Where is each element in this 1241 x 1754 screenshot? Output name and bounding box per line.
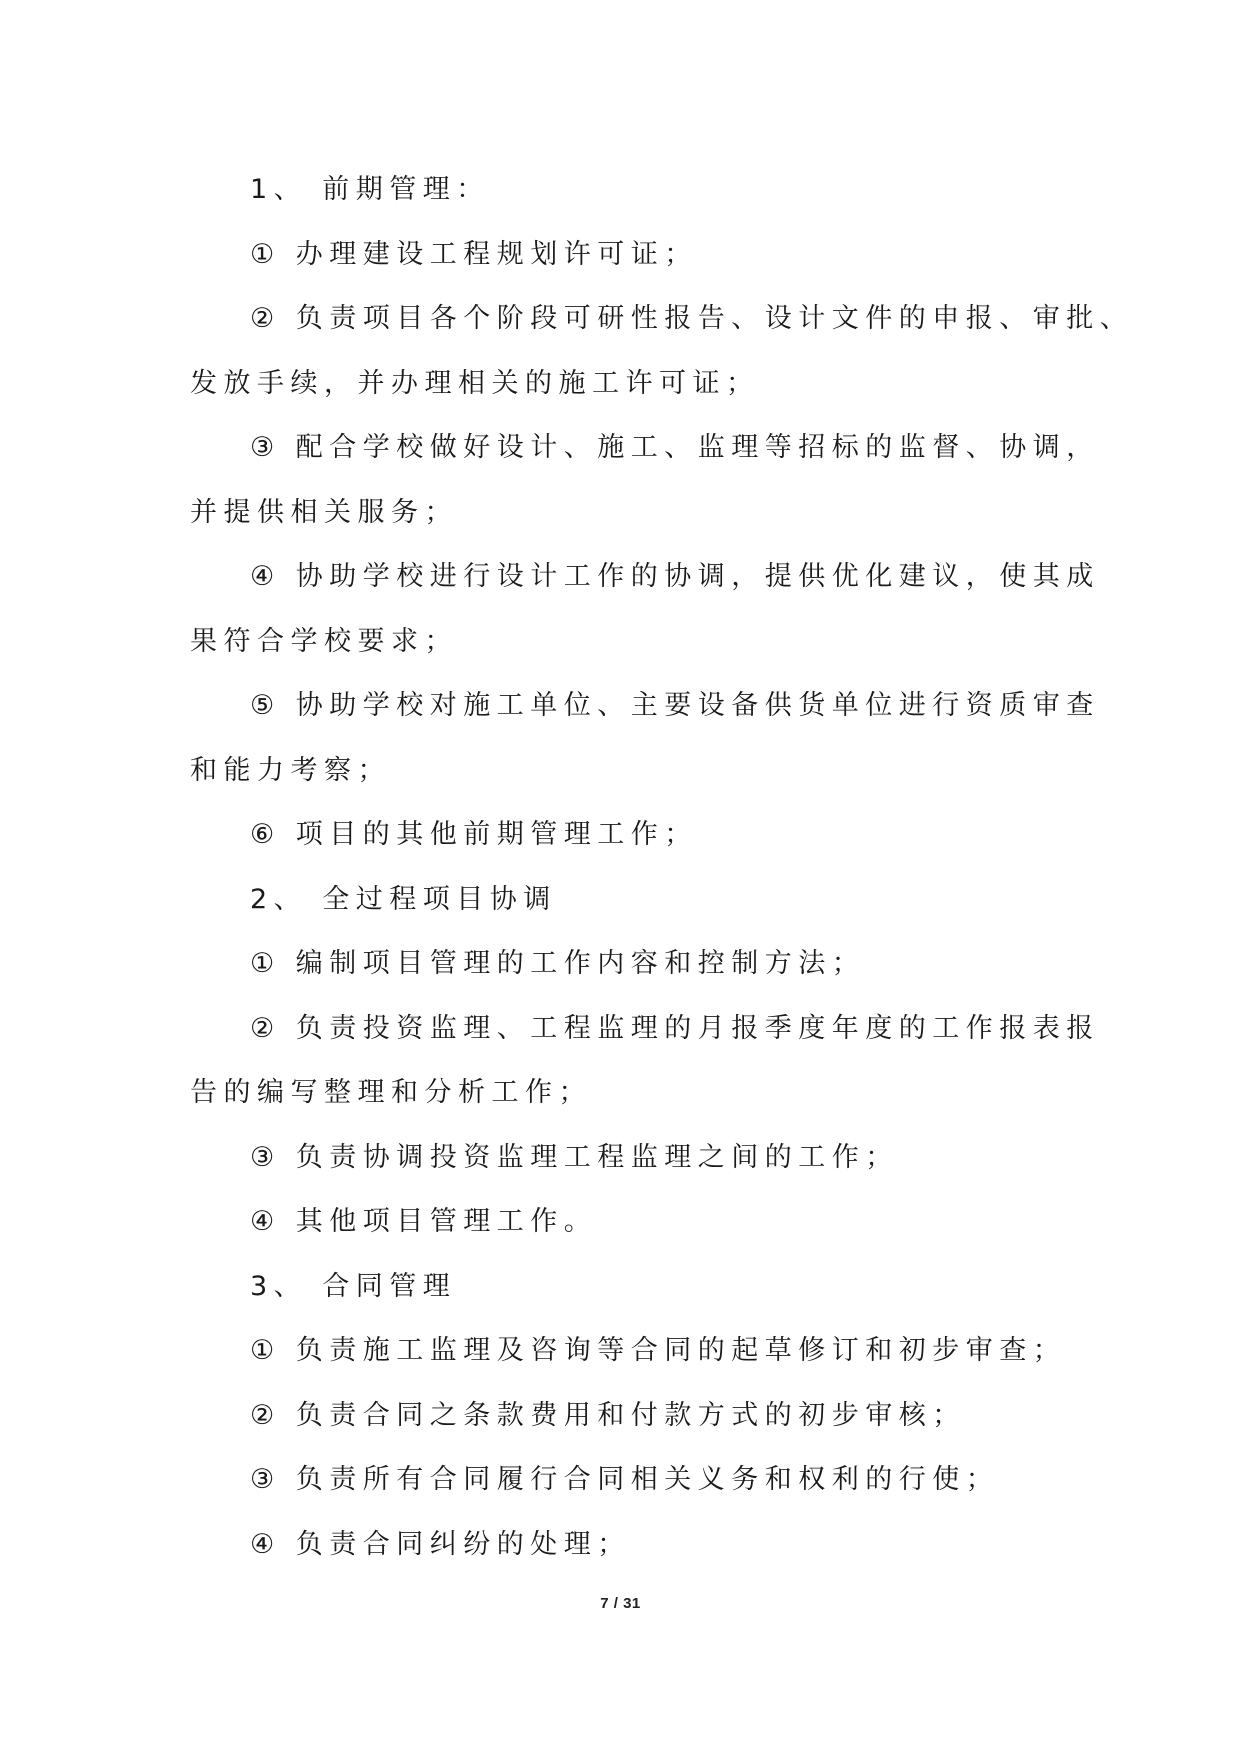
section-heading-pre-management: 1、 前期管理： <box>250 174 490 205</box>
list-item: ⑤ 协助学校对施工单位、主要设备供货单位进行资质审查 <box>250 690 1100 721</box>
list-item-continuation: 发放手续，并办理相关的施工许可证； <box>190 367 760 399</box>
list-item-continuation: 并提供相关服务； <box>190 496 458 528</box>
page-number: 7 / 31 <box>600 1595 641 1612</box>
list-item: ② 负责合同之条款费用和付款方式的初步审核； <box>250 1399 966 1431</box>
list-item: ⑥ 项目的其他前期管理工作； <box>250 819 698 850</box>
section-heading-contract-management: 3、 合同管理 <box>250 1270 457 1302</box>
section-heading-project-coordination: 2、 全过程项目协调 <box>250 883 557 915</box>
document-body <box>190 158 1134 1577</box>
list-item: ① 办理建设工程规划许可证； <box>250 238 698 270</box>
list-item: ② 负责项目各个阶段可研性报告、设计文件的申报、审批、 <box>250 303 1134 334</box>
list-item: ① 编制项目管理的工作内容和控制方法； <box>250 948 866 979</box>
list-item: ① 负责施工监理及咨询等合同的起草修订和初步审查； <box>250 1335 1067 1366</box>
list-item: ③ 配合学校做好设计、施工、监理等招标的监督、协调， <box>250 432 1100 463</box>
list-item: ③ 负责所有合同履行合同相关义务和权利的行使； <box>250 1464 1000 1495</box>
list-item: ④ 协助学校进行设计工作的协调，提供优化建议，使其成 <box>250 561 1100 592</box>
list-item: ④ 负责合同纠纷的处理； <box>250 1528 631 1560</box>
list-item-continuation: 和能力考察； <box>190 754 391 786</box>
list-item: ② 负责投资监理、工程监理的月报季度年度的工作报表报 <box>250 1012 1100 1044</box>
list-item: ④ 其他项目管理工作。 <box>250 1206 598 1237</box>
list-item-continuation: 果符合学校要求； <box>190 625 458 657</box>
list-item: ③ 负责协调投资监理工程监理之间的工作； <box>250 1141 899 1173</box>
list-item-continuation: 告的编写整理和分析工作； <box>190 1077 592 1108</box>
